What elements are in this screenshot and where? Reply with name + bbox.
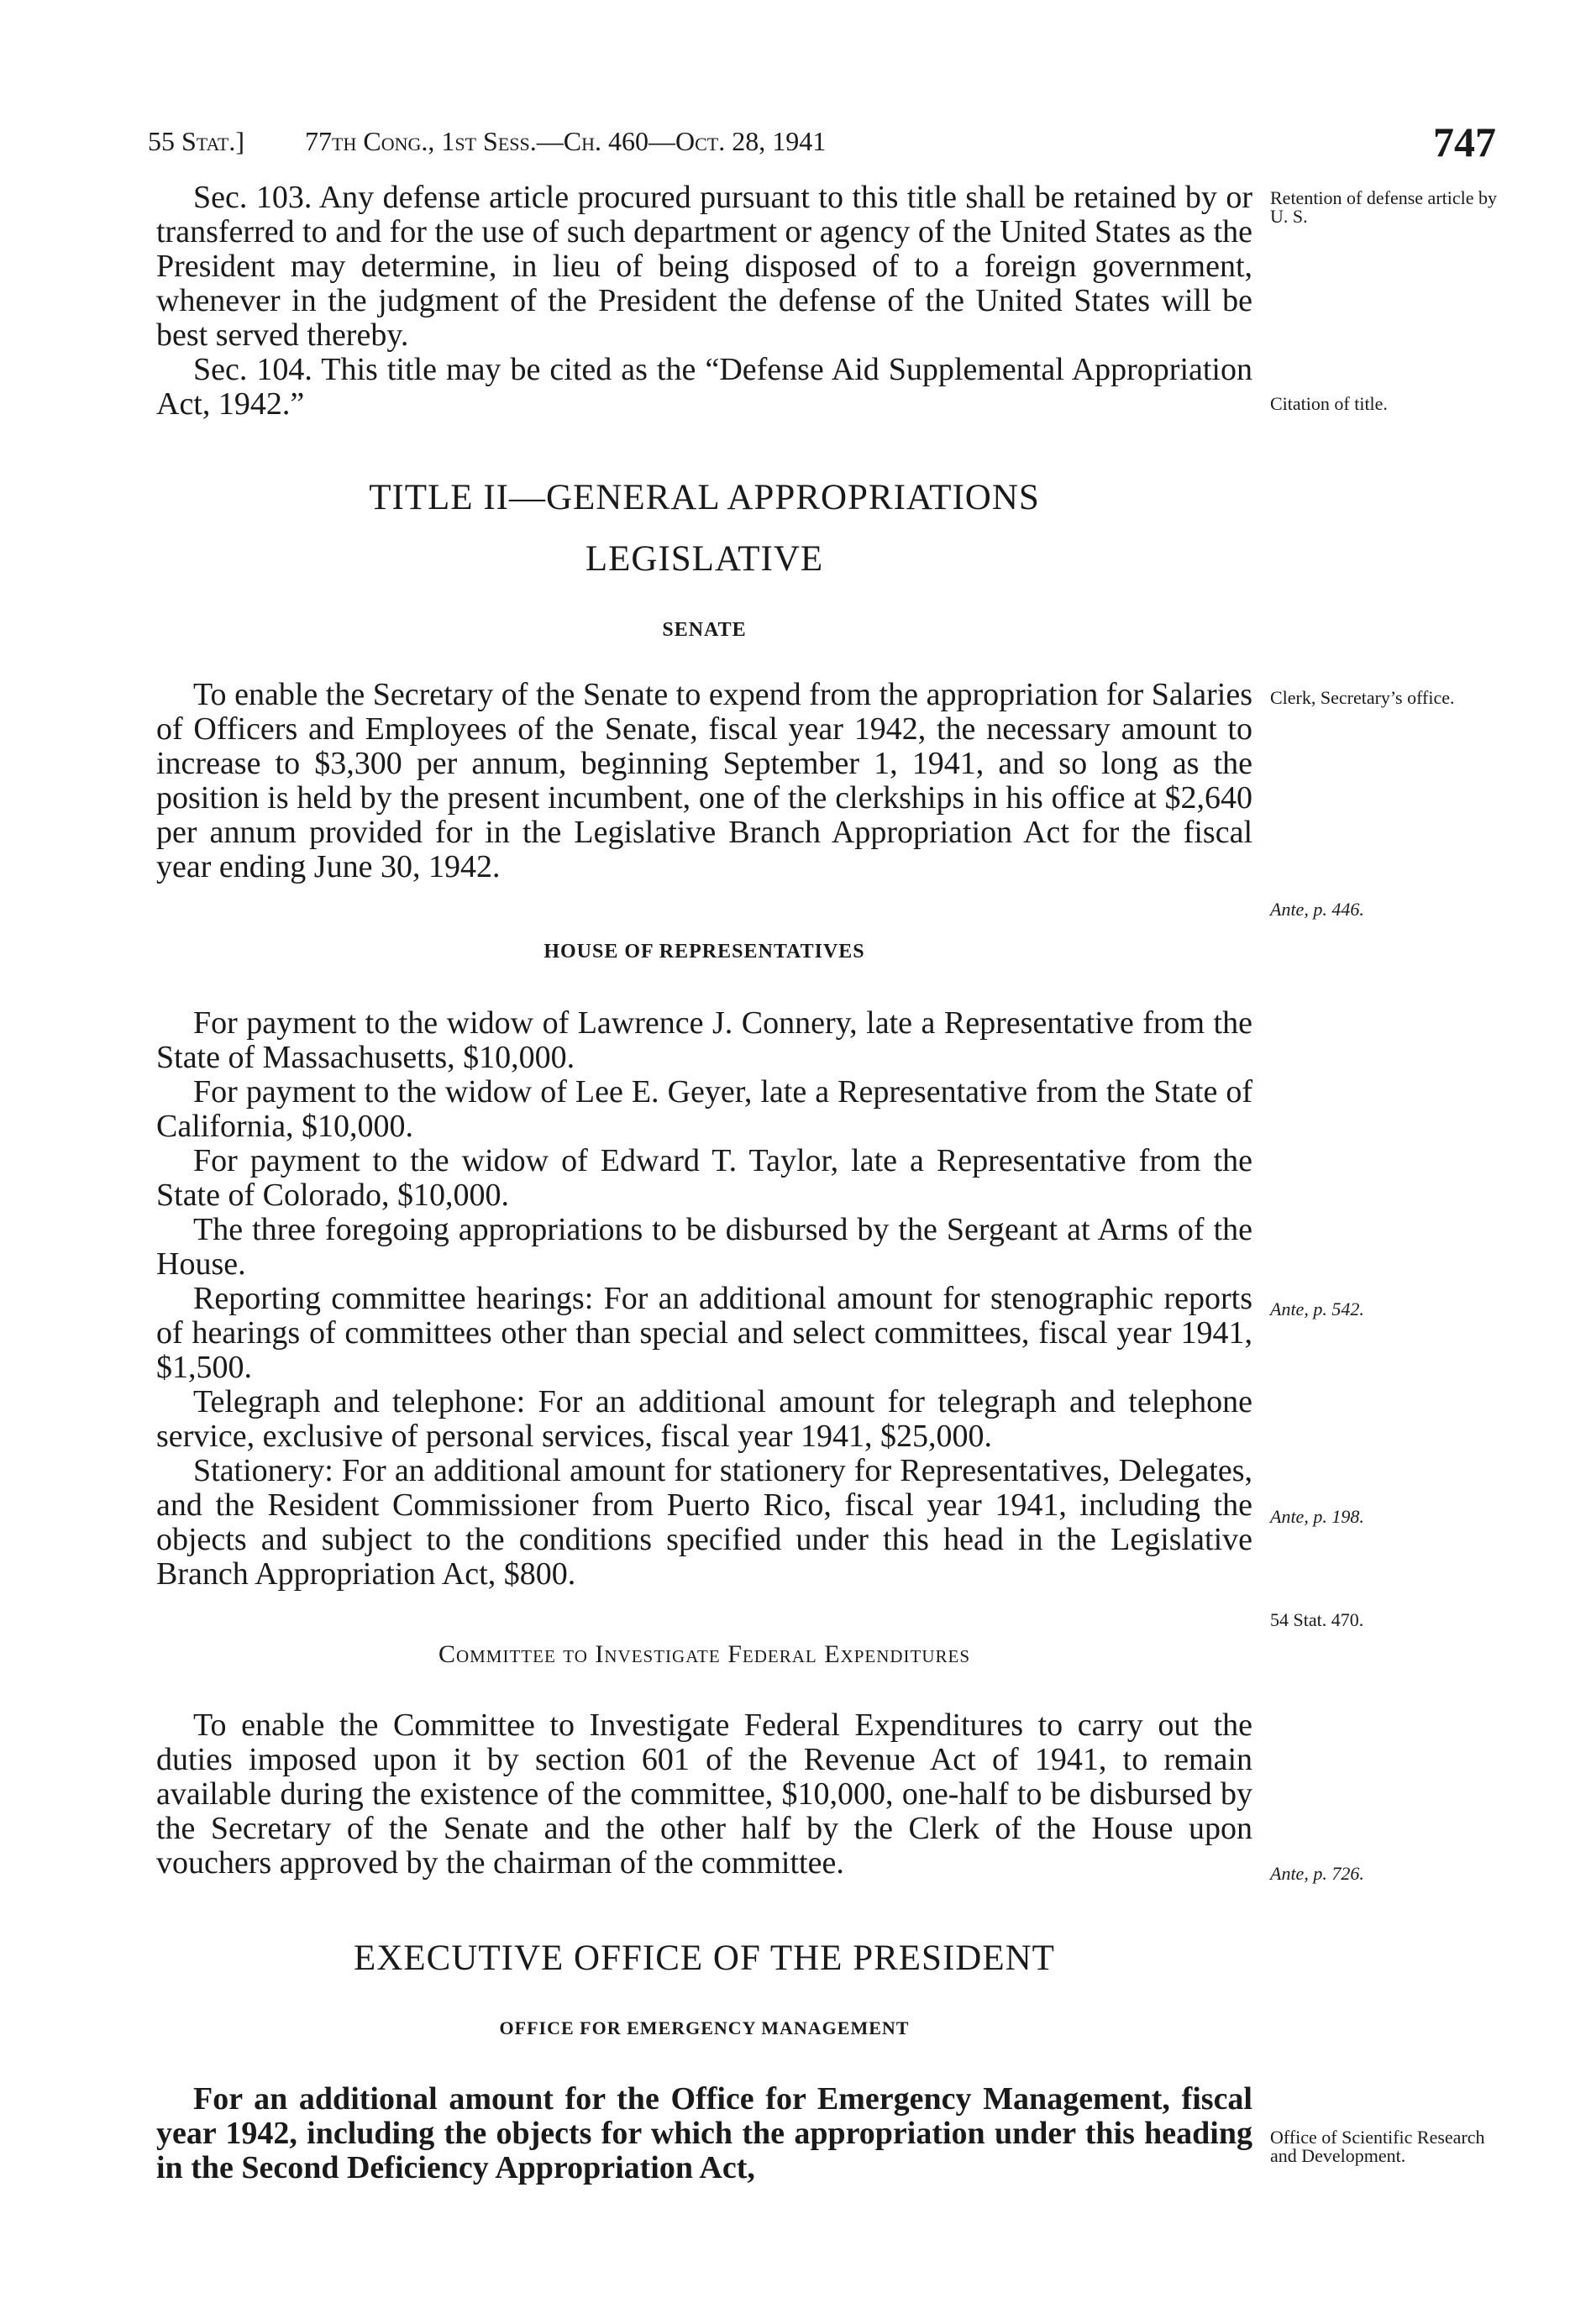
margin-note-ante-446: Ante, p. 446. <box>1270 899 1364 920</box>
margin-note-ante-542: Ante, p. 542. <box>1270 1298 1364 1319</box>
stationery-paragraph: Stationery: For an additional amount for stationery for Representatives, Delegates, and the Resident Commissioner from Puerto Rico, fiscal year 1941, including the objects and subject to the conditions specified under this head in the Legislative Branch Appropriation Act, $800. <box>156 1453 1252 1592</box>
margin-note-ante-198: Ante, p. 198. <box>1270 1506 1364 1527</box>
geyer-paragraph: For payment to the widow of Lee E. Geyer, late a Representative from the State of California, $10,000. <box>156 1074 1252 1144</box>
title-heading: TITLE II—GENERAL APPROPRIATIONS <box>369 478 1040 517</box>
margin-note-clerk: Clerk, Secretary’s office. <box>1270 687 1455 708</box>
margin-note-retention: Retention of defense article by U. S. <box>1270 187 1498 227</box>
connery-paragraph: For payment to the widow of Lawrence J. Connery, late a Representative from the State of Massachusetts, $10,000. <box>156 1005 1252 1075</box>
committee-paragraph: To enable the Committee to Investigate Federal Expenditures to carry out the duties imposed upon it by section 601 of the Revenue Act of 1941, to remain available during the existence of the committee, $10,000, one-half to be disbursed by the Secretary of the Senate and the other half by the Clerk of the House upon vouchers approved by the chairman of the committee. <box>156 1708 1252 1881</box>
margin-note-ante-726: Ante, p. 726. <box>1270 1863 1364 1884</box>
reporting-paragraph: Reporting committee hearings: For an additional amount for stenographic reports of hearings of committees other than special and select committees, fiscal year 1941, $1,500. <box>156 1281 1252 1385</box>
sergeant-paragraph: The three foregoing appropriations to be disbursed by the Sergeant at Arms of the House. <box>156 1212 1252 1282</box>
oem-heading: OFFICE FOR EMERGENCY MANAGEMENT <box>499 2017 910 2038</box>
congress-session: 77th Cong., 1st Sess.—Ch. 460—Oct. 28, 1941 <box>305 126 827 156</box>
margin-note-citation: Citation of title. <box>1270 393 1388 414</box>
page-number: 747 <box>1433 118 1496 165</box>
margin-note-scientific: Office of Scientific Research and Development. <box>1270 2127 1485 2166</box>
senate-heading: SENATE <box>662 619 747 641</box>
senate-clerk-paragraph: To enable the Secretary of the Senate to expend from the appropriation for Salaries of Officers and Employees of the Senate, fiscal year 1942, the necessary amount to increase to $3,300 per annum, beginning September 1, 1941, and so long as the position is held by the present incumbent, one of the clerkships in his office at $2,640 per annum provided for in the Legislative Branch Appropriation Act for the fiscal year ending June 30, 1942. <box>156 677 1252 884</box>
taylor-paragraph: For payment to the widow of Edward T. Taylor, late a Representative from the State of Colorado, $10,000. <box>156 1143 1252 1213</box>
section-104: Sec. 104. This title may be cited as the “Defense Aid Supplemental Appropriation Act, 1942.” <box>156 352 1252 422</box>
telegraph-paragraph: Telegraph and telephone: For an additional amount for telegraph and telephone service, exclusive of personal services, fiscal year 1941, $25,000. <box>156 1384 1252 1454</box>
section-103: Sec. 103. Any defense article procured pursuant to this title shall be retained by or transferred to and for the use of such department or agency of the United States as the President may determine, in lieu of being disposed of to a foreign government, whenever in the judgment of the President the defense of the United States will be best served thereby. <box>156 180 1252 353</box>
page-header <box>148 118 1496 176</box>
house-heading: HOUSE OF REPRESENTATIVES <box>543 941 865 963</box>
margin-note-54-stat-470: 54 Stat. 470. <box>1270 1609 1364 1630</box>
legislative-heading: LEGISLATIVE <box>585 539 824 579</box>
executive-heading: EXECUTIVE OFFICE OF THE PRESIDENT <box>354 1938 1055 1978</box>
running-head <box>148 126 880 157</box>
committee-heading: Committee to Investigate Federal Expenditures <box>438 1640 971 1668</box>
page-body <box>156 181 1252 2185</box>
oem-paragraph: For an additional amount for the Office for Emergency Management, fiscal year 1942, including the objects for which the appropriation under this heading in the Second Deficiency Appropriation Act, <box>156 2081 1252 2185</box>
stat-reference: 55 Stat.] <box>148 126 245 156</box>
